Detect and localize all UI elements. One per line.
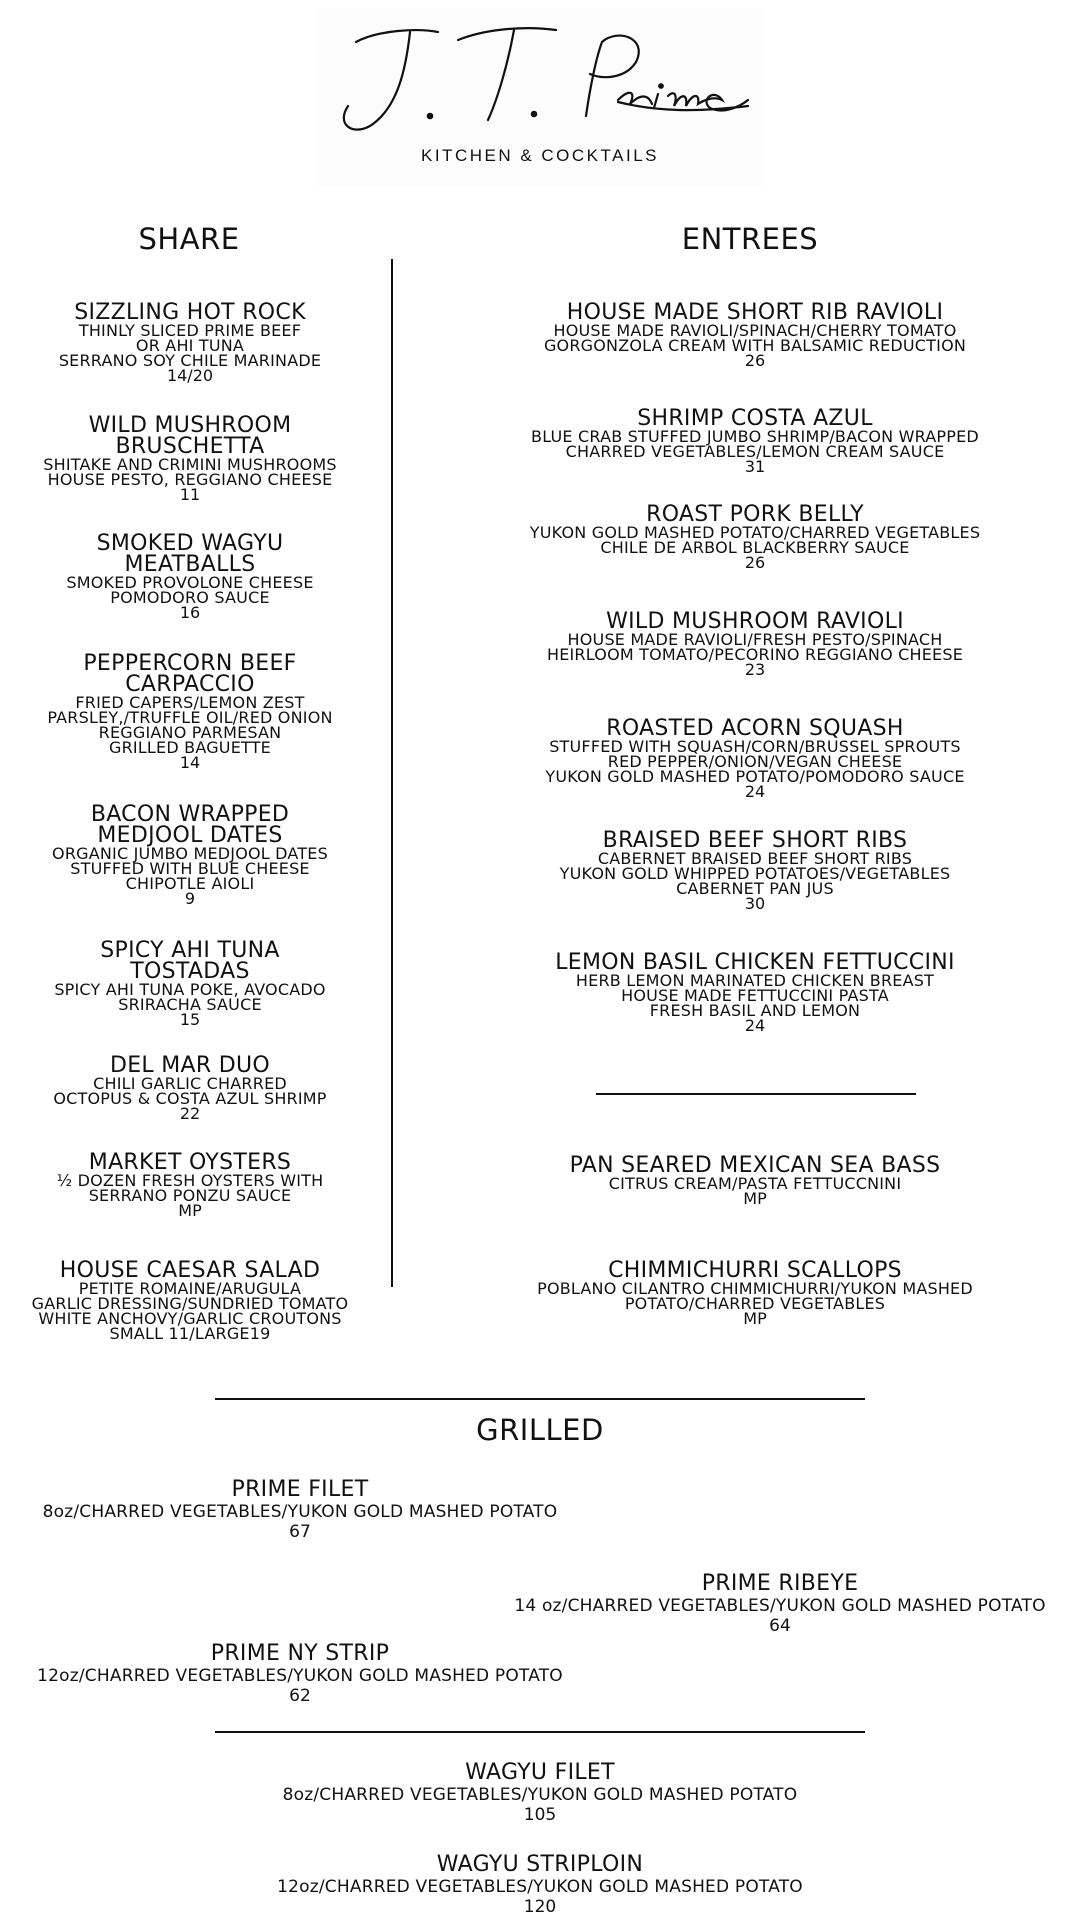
menu-item-price: 64: [769, 1616, 791, 1636]
menu-item-price: 26: [744, 553, 766, 572]
menu-item: [490, 1260, 1020, 1327]
menu-item: [10, 1152, 370, 1219]
menu-item-price: MP: [743, 1189, 767, 1208]
menu-item-description: RED PEPPER/ONION/VEGAN CHEESE: [607, 752, 903, 771]
menu-item-name: CHIMMICHURRI SCALLOPS: [608, 1258, 902, 1283]
menu-item-description: OCTOPUS & COSTA AZUL SHRIMP: [53, 1089, 327, 1108]
menu-item-description: 12oz/CHARRED VEGETABLES/YUKON GOLD MASHED POTATO: [37, 1666, 563, 1686]
menu-item-price: 14/20: [166, 366, 214, 385]
menu-item-description: REGGIANO PARMESAN: [98, 723, 282, 742]
menu-item-description: 8oz/CHARRED VEGETABLES/YUKON GOLD MASHED POTATO: [42, 1502, 558, 1522]
menu-item-name: ROASTED ACORN SQUASH: [606, 716, 904, 741]
logo-subtitle: KITCHEN & COCKTAILS: [421, 146, 659, 165]
menu-item-description: WHITE ANCHOVY/GARLIC CROUTONS: [38, 1309, 342, 1328]
entrees-section-title: ENTREES: [681, 222, 819, 256]
menu-item-description: HOUSE MADE RAVIOLI/FRESH PESTO/SPINACH: [567, 630, 943, 649]
menu-item-name: BRAISED BEEF SHORT RIBS: [602, 828, 908, 853]
menu-item-name: PRIME NY STRIP: [210, 1641, 390, 1666]
menu-item-price: 31: [744, 457, 766, 476]
menu-item: [490, 1155, 1020, 1207]
menu-item-description: FRIED CAPERS/LEMON ZEST: [75, 693, 305, 712]
menu-item-name: SPICY AHI TUNA: [100, 938, 280, 963]
menu-item-description: 12oz/CHARRED VEGETABLES/YUKON GOLD MASHED POTATO: [277, 1877, 803, 1897]
menu-item-description: POMODORO SAUCE: [110, 588, 270, 607]
menu-item-description: CITRUS CREAM/PASTA FETTUCCNINI: [608, 1174, 902, 1193]
menu-item: [490, 504, 1020, 571]
menu-item-price: 67: [289, 1522, 311, 1542]
menu-item: [240, 1853, 840, 1917]
menu-item-price: 62: [289, 1686, 311, 1706]
menu-item-description: THINLY SLICED PRIME BEEF: [78, 321, 302, 340]
menu-item: [10, 940, 370, 1028]
menu-item-description: HOUSE MADE FETTUCCINI PASTA: [621, 986, 889, 1005]
menu-item-description: POTATO/CHARRED VEGETABLES: [624, 1294, 886, 1313]
menu-item-price: 30: [744, 894, 766, 913]
menu-item-name: PRIME RIBEYE: [701, 1571, 859, 1596]
menu-item-name: ROAST PORK BELLY: [646, 502, 864, 527]
menu-item-description: YUKON GOLD WHIPPED POTATOES/VEGETABLES: [559, 864, 951, 883]
menu-item-description: HEIRLOOM TOMATO/PECORINO REGGIANO CHEESE: [546, 645, 964, 664]
grilled-mid-divider: [215, 1731, 865, 1733]
menu-item-price: 23: [744, 660, 766, 679]
menu-item-price: 15: [179, 1010, 201, 1029]
menu-item-name: SIZZLING HOT ROCK: [74, 300, 306, 325]
menu-item-description: SRIRACHA SAUCE: [118, 995, 262, 1014]
menu-item-name: PEPPERCORN BEEF: [83, 651, 297, 676]
menu-item-description: GARLIC DRESSING/SUNDRIED TOMATO: [31, 1294, 349, 1313]
entrees-divider: [596, 1093, 916, 1095]
menu-item-price: 26: [744, 351, 766, 370]
menu-item-name: MARKET OYSTERS: [88, 1150, 292, 1175]
menu-item-name: WILD MUSHROOM: [88, 413, 292, 438]
menu-item: [490, 1572, 1070, 1636]
share-section-title: SHARE: [138, 222, 240, 256]
menu-item: [490, 302, 1020, 369]
menu-item: [10, 1260, 370, 1341]
menu-item-name: TOSTADAS: [130, 959, 250, 984]
menu-item-description: HOUSE MADE RAVIOLI/SPINACH/CHERRY TOMATO: [553, 321, 957, 340]
menu-item-description: PARSLEY,/TRUFFLE OIL/RED ONION: [47, 708, 333, 727]
menu-item-description: CHARRED VEGETABLES/LEMON CREAM SAUCE: [565, 442, 945, 461]
menu-item-price: 120: [523, 1897, 557, 1917]
menu-item: [10, 1478, 590, 1542]
script-logo-mark: [318, 8, 762, 148]
menu-item-name: PAN SEARED MEXICAN SEA BASS: [569, 1153, 941, 1178]
grilled-section-title: GRILLED: [476, 1413, 604, 1447]
menu-item-description: SMOKED PROVOLONE CHEESE: [66, 573, 314, 592]
menu-item-description: SERRANO PONZU SAUCE: [88, 1186, 292, 1205]
menu-item: [10, 1055, 370, 1122]
menu-item-description: STUFFED WITH BLUE CHEESE: [70, 859, 310, 878]
menu-item: [10, 302, 370, 384]
menu-item-name: WAGYU FILET: [465, 1760, 615, 1785]
menu-item-description: CHIPOTLE AIOLI: [125, 874, 255, 893]
restaurant-logo: [318, 8, 762, 186]
menu-item-name: MEATBALLS: [124, 552, 256, 577]
menu-item-description: SMALL 11/LARGE19: [109, 1324, 271, 1343]
menu-item-price: 9: [184, 889, 196, 908]
menu-item-description: 14 oz/CHARRED VEGETABLES/YUKON GOLD MASHED POTATO: [514, 1596, 1046, 1616]
menu-item: [10, 653, 370, 771]
menu-item-name: PRIME FILET: [231, 1477, 369, 1502]
menu-item-description: CHILI GARLIC CHARRED: [93, 1074, 287, 1093]
menu-item-description: SPICY AHI TUNA POKE, AVOCADO: [54, 980, 326, 999]
menu-item-price: 24: [744, 1016, 766, 1035]
menu-item-description: CHILE DE ARBOL BLACKBERRY SAUCE: [600, 538, 910, 557]
column-divider: [391, 259, 393, 1287]
menu-item: [490, 952, 1020, 1034]
menu-item-description: GRILLED BAGUETTE: [108, 738, 271, 757]
menu-item-price: 14: [179, 753, 201, 772]
menu-item: [10, 804, 370, 907]
menu-item-description: GORGONZOLA CREAM WITH BALSAMIC REDUCTION: [543, 336, 967, 355]
menu-item-description: SHITAKE AND CRIMINI MUSHROOMS: [43, 455, 337, 474]
menu-item-description: PETITE ROMAINE/ARUGULA: [78, 1279, 302, 1298]
menu-item: [10, 415, 370, 503]
menu-item-description: YUKON GOLD MASHED POTATO/CHARRED VEGETABLES: [529, 523, 981, 542]
menu-item: [490, 611, 1020, 678]
menu-item-description: STUFFED WITH SQUASH/CORN/BRUSSEL SPROUTS: [549, 737, 961, 756]
menu-item-price: 22: [179, 1104, 201, 1123]
menu-item-name: MEDJOOL DATES: [97, 823, 283, 848]
menu-item-name: SMOKED WAGYU: [96, 531, 284, 556]
menu-item-description: SERRANO SOY CHILE MARINADE: [58, 351, 322, 370]
menu-item: [490, 718, 1020, 800]
menu-item: [10, 1642, 590, 1706]
menu-item: [490, 830, 1020, 912]
menu-item-name: CARPACCIO: [125, 672, 255, 697]
menu-item-description: 8oz/CHARRED VEGETABLES/YUKON GOLD MASHED POTATO: [282, 1785, 798, 1805]
menu-item-price: 16: [179, 603, 201, 622]
menu-item-description: CABERNET BRAISED BEEF SHORT RIBS: [597, 849, 913, 868]
menu-item-name: HOUSE MADE SHORT RIB RAVIOLI: [566, 300, 944, 325]
menu-item-name: LEMON BASIL CHICKEN FETTUCCINI: [555, 950, 955, 975]
menu-item-description: HOUSE PESTO, REGGIANO CHEESE: [47, 470, 333, 489]
menu-item-price: 105: [523, 1805, 557, 1825]
menu-item-price: 24: [744, 782, 766, 801]
menu-item-name: DEL MAR DUO: [109, 1053, 271, 1078]
menu-item-description: POBLANO CILANTRO CHIMMICHURRI/YUKON MASHED: [537, 1279, 973, 1298]
menu-item-description: YUKON GOLD MASHED POTATO/POMODORO SAUCE: [545, 767, 965, 786]
menu-item-price: MP: [178, 1201, 202, 1220]
menu-item-price: MP: [743, 1309, 767, 1328]
menu-item-name: HOUSE CAESAR SALAD: [59, 1258, 321, 1283]
menu-item: [490, 408, 1020, 475]
menu-item-name: WAGYU STRIPLOIN: [436, 1852, 644, 1877]
menu-item: [10, 533, 370, 621]
menu-item-description: FRESH BASIL AND LEMON: [649, 1001, 861, 1020]
menu-item-description: CABERNET PAN JUS: [676, 879, 834, 898]
menu-item-name: SHRIMP COSTA AZUL: [637, 406, 873, 431]
menu-item: [240, 1761, 840, 1825]
menu-item-description: ½ DOZEN FRESH OYSTERS WITH: [56, 1171, 324, 1190]
grilled-top-divider: [215, 1398, 865, 1400]
menu-item-description: ORGANIC JUMBO MEDJOOL DATES: [52, 844, 328, 863]
menu-item-name: BACON WRAPPED: [90, 802, 290, 827]
menu-item-name: WILD MUSHROOM RAVIOLI: [606, 609, 904, 634]
menu-item-description: BLUE CRAB STUFFED JUMBO SHRIMP/BACON WRAPPED: [531, 427, 979, 446]
menu-item-description: OR AHI TUNA: [135, 336, 245, 355]
menu-item-name: BRUSCHETTA: [115, 434, 265, 459]
menu-item-price: 11: [179, 485, 201, 504]
menu-item-description: HERB LEMON MARINATED CHICKEN BREAST: [575, 971, 935, 990]
